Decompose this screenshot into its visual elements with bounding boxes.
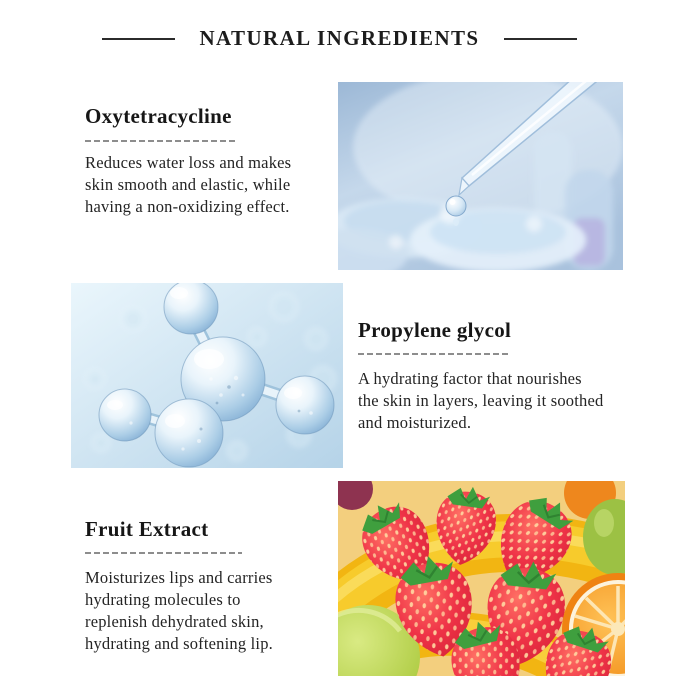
paragraph-line: hydrating and softening lip. [85, 634, 273, 653]
paragraph-line: Moisturizes lips and carries [85, 568, 273, 587]
water-molecule-photo [71, 283, 343, 468]
title-rule-left [102, 38, 175, 40]
title-rule-right [504, 38, 577, 40]
paragraph-line: Reduces water loss and makes [85, 153, 292, 172]
section3-description [85, 567, 273, 655]
paragraph-line: skin smooth and elastic, while [85, 175, 291, 194]
lab-dropper-photo [338, 82, 623, 270]
header [0, 26, 679, 51]
section2-description [358, 368, 603, 434]
page-title: NATURAL INGREDIENTS [199, 26, 480, 50]
section1-dashed-underline [85, 140, 237, 142]
section3-dashed-underline [85, 552, 242, 554]
section1-description [85, 152, 291, 218]
section2-dashed-underline [358, 353, 508, 355]
paragraph-line: having a non-oxidizing effect. [85, 197, 290, 216]
paragraph-line: the skin in layers, leaving it soothed [358, 391, 604, 410]
section2-heading: Propylene glycol [358, 318, 512, 342]
paragraph-line: A hydrating factor that nourishes [358, 369, 582, 388]
fresh-fruits-photo [338, 481, 625, 676]
section1-heading: Oxytetracycline [85, 104, 232, 128]
paragraph-line: hydrating molecules to [85, 590, 241, 609]
paragraph-line: and moisturized. [358, 413, 472, 432]
section3-heading: Fruit Extract [85, 517, 209, 541]
paragraph-line: replenish dehydrated skin, [85, 612, 264, 631]
